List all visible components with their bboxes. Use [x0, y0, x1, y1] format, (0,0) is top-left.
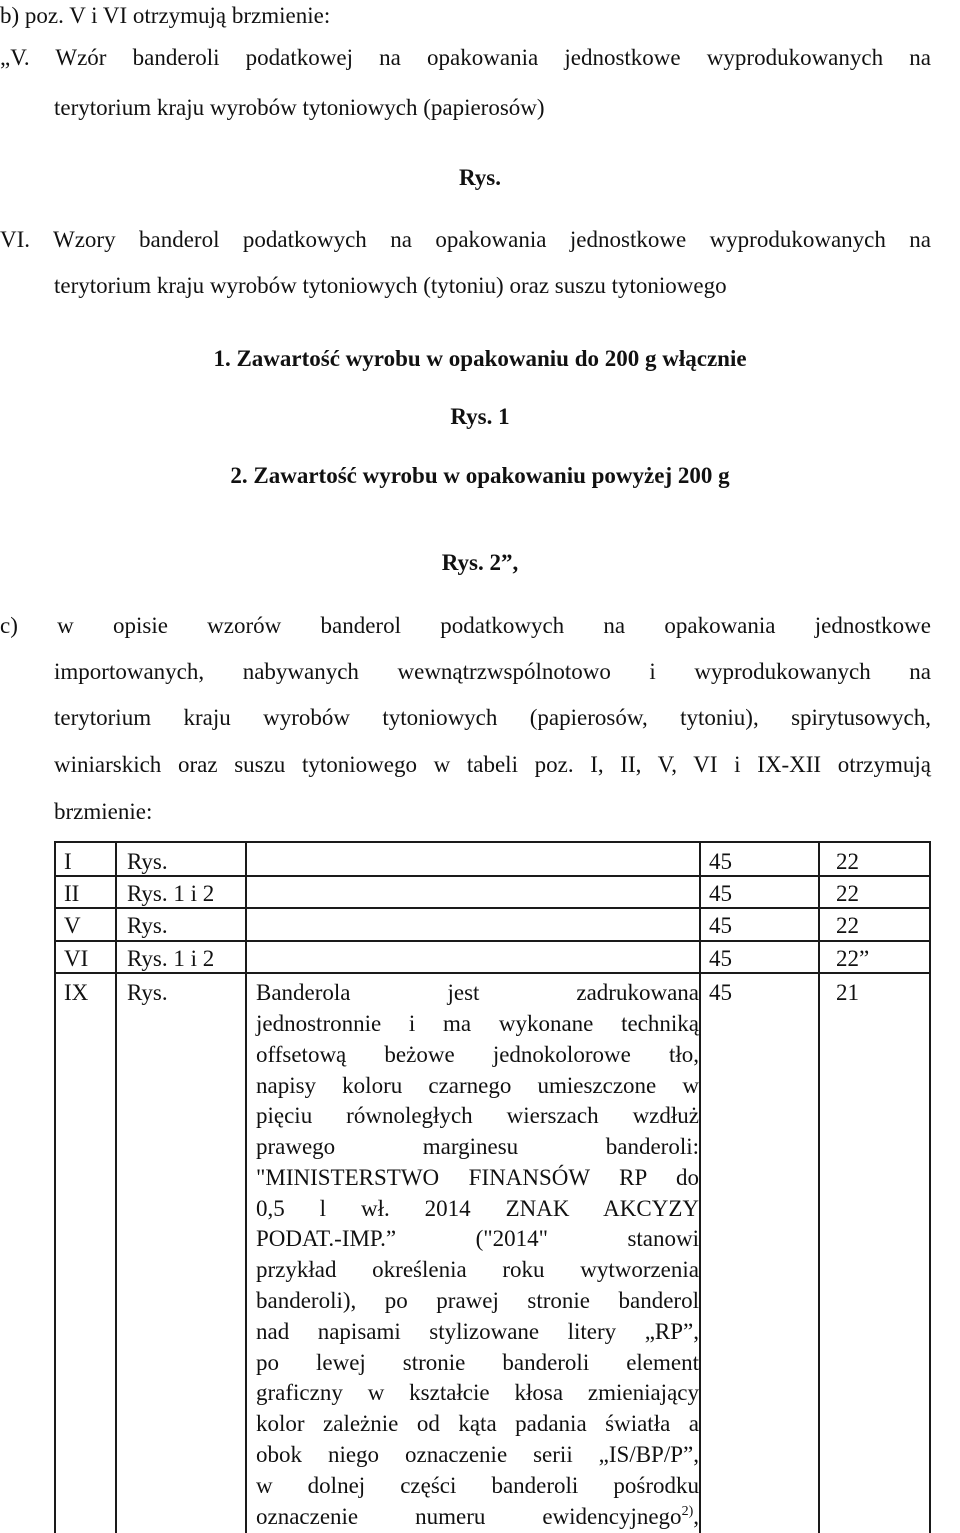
table-ix-description-line: offsetową beżowe jednokolorowe tło, — [256, 1042, 699, 1067]
table-ix-description-line: graficzny w kształcie kłosa zmieniający — [256, 1380, 699, 1405]
table-ix-description-line: po lewej stronie banderoli element — [256, 1350, 699, 1375]
footnote-ref: 2) — [681, 1504, 694, 1519]
table-row-figure: Rys. — [127, 849, 168, 874]
table-divider — [699, 843, 701, 1533]
table-ix-description-line: "MINISTERSTWO FINANSÓW RP do — [256, 1165, 699, 1190]
table-row-value-2: 22 — [836, 913, 859, 938]
table-divider — [56, 972, 929, 974]
table-ix-description-line: pięciu równoległych wierszach wzdłuż — [256, 1103, 699, 1128]
table-row-value-2: 21 — [836, 980, 859, 1005]
section-c-line4: winiarskich oraz suszu tytoniowego w tabeli poz. I, II, V, VI i IX-XII otrzymują — [54, 752, 931, 777]
table-divider — [56, 875, 929, 877]
table-divider — [115, 843, 117, 1533]
table-ix-description-line: napisy koloru czarnego umieszczone w — [256, 1073, 699, 1098]
table-ix-description-line: nad napisami stylizowane litery „RP”, — [256, 1319, 699, 1344]
table-row-figure: Rys. 1 i 2 — [127, 881, 215, 906]
table-row-value-1: 45 — [709, 881, 732, 906]
table-ix-description-line: w dolnej części banderoli pośrodku — [256, 1473, 699, 1498]
section-vi-title-line1: VI. Wzory banderol podatkowych na opakowania jednostkowe wyprodukowanych na — [0, 227, 931, 252]
table-ix-description-line: 0,5 l wł. 2014 ZNAK AKCYZY — [256, 1196, 699, 1221]
item-2-figure-ref: Rys. 2”, — [441, 550, 519, 575]
table-row-value-1: 45 — [709, 913, 732, 938]
table-divider — [56, 907, 929, 909]
table-ix-description-line: kolor zależnie od kąta padania światła a — [256, 1411, 699, 1436]
table-ix-description-line: Banderola jest zadrukowana — [256, 980, 699, 1005]
item-2-heading: 2. Zawartość wyrobu w opakowaniu powyżej 200 g — [230, 463, 730, 488]
table-ix-description-line: PODAT.-IMP.” ("2014" stanowi — [256, 1226, 699, 1251]
table-row-figure: Rys. — [127, 913, 168, 938]
table-row-number: II — [64, 881, 80, 906]
table-row-figure: Rys. 1 i 2 — [127, 946, 215, 971]
item-1-heading: 1. Zawartość wyrobu w opakowaniu do 200 g włącznie — [213, 346, 747, 371]
section-v-figure-ref: Rys. — [458, 165, 501, 190]
section-vi-title-line2: terytorium kraju wyrobów tytoniowych (tytoniu) oraz suszu tytoniowego — [54, 273, 727, 298]
table-ix-description-line: prawego marginesu banderoli: — [256, 1134, 699, 1159]
table-row-number: I — [64, 849, 72, 874]
trailing-comma: , — [693, 1504, 699, 1529]
table-ix-description-line: przykład określenia roku wytworzenia — [256, 1257, 699, 1282]
section-c-line5: brzmienie: — [54, 799, 153, 824]
table-ix-description-word: ewidencyjnego$^{2)}$, — [542, 1504, 699, 1529]
table-divider — [818, 843, 820, 1533]
table-divider — [245, 843, 247, 1533]
table-ix-description-word: numeru — [415, 1504, 486, 1529]
table-row-number: IX — [64, 980, 89, 1005]
table-ix-description-line: obok niego oznaczenie serii „IS/BP/P”, — [256, 1442, 699, 1467]
table-row-number: V — [64, 913, 81, 938]
table-ix-description-word: oznaczenie — [256, 1504, 359, 1529]
section-c-line2: importowanych, nabywanych wewnątrzwspólnotowo i wyprodukowanych na — [54, 659, 931, 684]
table-row-value-2: 22” — [836, 946, 870, 971]
table-row-value-2: 22 — [836, 881, 859, 906]
table-row-value-1: 45 — [709, 980, 732, 1005]
section-b-heading: b) poz. V i VI otrzymują brzmienie: — [0, 3, 331, 28]
table-row-figure: Rys. — [127, 980, 168, 1005]
section-c-line1: c) w opisie wzorów banderol podatkowych na opakowania jednostkowe — [0, 613, 931, 638]
table-row-number: VI — [64, 946, 89, 971]
table-row-value-1: 45 — [709, 946, 732, 971]
item-1-figure-ref: Rys. 1 — [450, 404, 510, 429]
table-ix-description-line: banderoli), po prawej stronie banderol — [256, 1288, 699, 1313]
table-row-value-1: 45 — [709, 849, 732, 874]
table-ix-description-line: jednostronnie i ma wykonane techniką — [256, 1011, 699, 1036]
figure-table — [54, 841, 931, 1533]
table-ix-description-last-line — [256, 1505, 699, 1528]
section-v-title-line2: terytorium kraju wyrobów tytoniowych (papierosów) — [54, 95, 545, 120]
section-v-title-line1: „V. Wzór banderoli podatkowej na opakowania jednostkowe wyprodukowanych na — [0, 45, 931, 70]
table-row-value-2: 22 — [836, 849, 859, 874]
section-c-line3: terytorium kraju wyrobów tytoniowych (papierosów, tytoniu), spirytusowych, — [54, 705, 931, 730]
table-divider — [56, 940, 929, 942]
